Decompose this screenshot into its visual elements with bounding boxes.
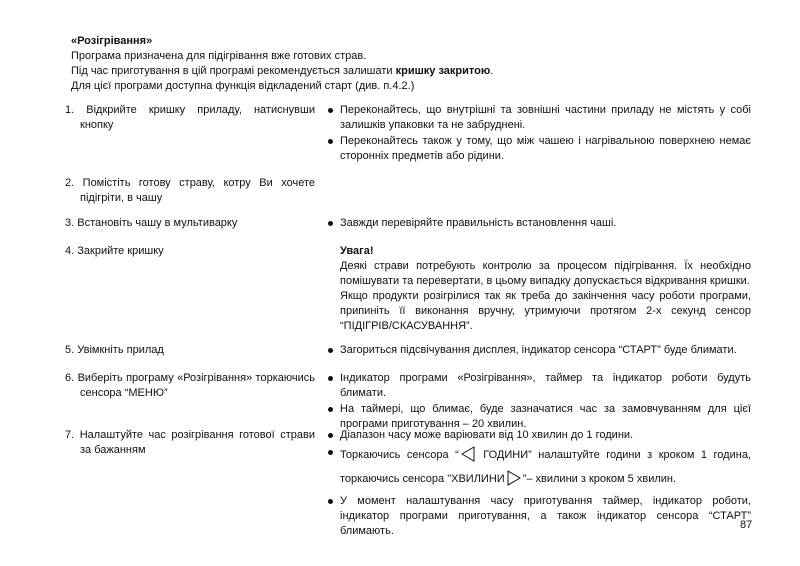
note-item: У момент налаштування часу приготування таймер, індикатор роботи, індикатор програми приготування, а також індикатор сенсора “СТАРТ” блимають. — [326, 494, 751, 539]
triangle-left-icon — [460, 446, 476, 469]
notes-step-3 — [326, 216, 751, 232]
step-2: 2. Помістіть готову страву, котру Ви хочете підігріти, в чашу — [65, 177, 315, 204]
note-item: Індикатор програми «Розігрівання», таймер та індикатор роботи будуть блимати. — [326, 371, 751, 401]
notes-step-7 — [326, 428, 751, 540]
note-item: Діапазон часу може варіювати від 10 хвилин до 1 години. — [326, 428, 751, 443]
step-1: 1. Відкрийте кришку приладу, натиснувши кнопку — [65, 104, 315, 131]
note-item: На таймері, що блимає, буде зазначатися час за замовчуванням для цієї програми приготування – 20 хвилин. — [326, 402, 751, 432]
intro-line-2: Під час приготування в цій програмі рекомендується залишати кришку закритою. — [71, 65, 494, 77]
warning-block — [340, 244, 751, 334]
warning-para-1: Деякі страви потребують контролю за процесом підігрівання. Їх необхідно помішувати та перевертати, в цьому випадку допускається відкривання кришки. — [340, 260, 751, 287]
triangle-right-icon — [506, 470, 522, 493]
page-number: 87 — [740, 519, 753, 531]
notes-step-1 — [326, 103, 751, 165]
note-item: Загориться підсвічування дисплея, індикатор сенсора “СТАРТ” буде блимати. — [326, 343, 751, 358]
step-3: 3. Встановіть чашу в мультиварку — [65, 217, 238, 229]
note-item: Переконайтесь також у тому, що між чашею і нагрівальною поверхнею немає сторонніх предметів або рідини. — [326, 134, 751, 164]
notes-step-5 — [326, 343, 751, 359]
note-item: Переконайтесь, що внутрішні та зовнішні частини приладу не містять у собі залишків упаковки та не забруднені. — [326, 103, 751, 133]
warning-heading: Увага! — [340, 245, 374, 257]
program-intro — [71, 34, 751, 94]
notes-step-6 — [326, 371, 751, 433]
step-6: 6. Виберіть програму «Розігрівання» торкаючись сенсора “МЕНЮ” — [65, 372, 315, 399]
warning-para-2: Якщо продукти розігрілися так як треба до закінчення часу роботи програми, припиніть її виконання вручну, утримуючи протягом 2-х секунд сенсор “ПІДІГРІВ/СКАСУВАННЯ”. — [340, 290, 751, 332]
step-7: 7. Налаштуйте час розігрівання готової страви за бажанням — [65, 429, 315, 456]
note-item-sensors: Торкаючись сенсора “ ГОДИНИ” налаштуйте години з кроком 1 година, торкаючись сенсора "ХВИЛИНИ ”– хвилини з кроком 5 хвилин. — [326, 445, 751, 493]
step-5: 5. Увімкніть прилад — [65, 344, 164, 356]
step-4: 4. Закрийте кришку — [65, 245, 164, 257]
program-title: «Розігрівання» — [71, 35, 153, 47]
intro-line-3: Для цієї програми доступна функція відкладений старт (див. п.4.2.) — [71, 80, 415, 92]
lid-closed-emphasis: кришку закритою — [395, 65, 491, 77]
note-item: Завжди перевіряйте правильність встановлення чаші. — [326, 216, 751, 231]
intro-line-1: Програма призначена для підігрівання вже готових страв. — [71, 50, 367, 62]
